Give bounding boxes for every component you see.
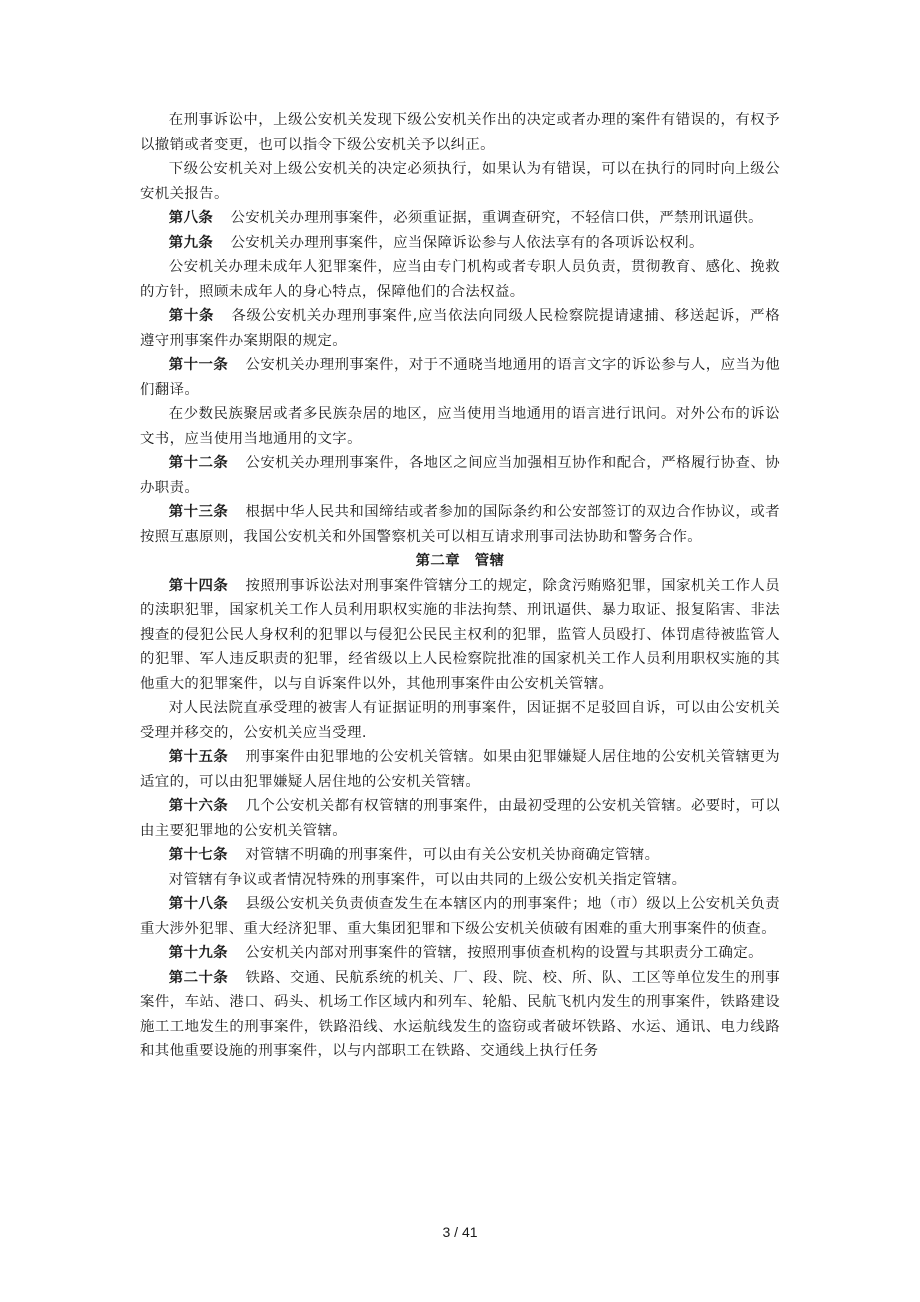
article-number: 第二十条 bbox=[168, 969, 229, 986]
article-number: 第九条 bbox=[168, 234, 214, 251]
article-paragraph bbox=[140, 353, 780, 402]
paragraph-text: 公安机关内部对刑事案件的管辖，按照刑事侦查机构的设置与其职责分工确定。 bbox=[245, 945, 763, 961]
article-number: 第十六条 bbox=[168, 798, 229, 814]
article-paragraph bbox=[140, 966, 780, 1064]
article-number: 第十七条 bbox=[168, 847, 228, 863]
article-number: 第十二条 bbox=[168, 455, 229, 471]
paragraph-text: 各级公安机关办理刑事案件,应当依法向同级人民检察院提请逮捕、移送起诉，严格遵守刑事案件办案期限的规定。 bbox=[140, 308, 780, 349]
paragraph-text: 公安机关办理刑事案件，各地区之间应当加强相互协作和配合，严格履行协查、协办职责。 bbox=[140, 455, 780, 496]
paragraph-text: 公安机关办理刑事案件，必须重证据，重调查研究，不轻信口供，严禁刑讯逼供。 bbox=[230, 210, 763, 226]
paragraph-text: 公安机关办理未成年人犯罪案件，应当由专门机构或者专职人员负责，贯彻教育、感化、挽救的方针，照顾未成年人的身心特点，保障他们的合法权益。 bbox=[140, 259, 780, 300]
paragraph-text: 按照刑事诉讼法对刑事案件管辖分工的规定，除贪污贿赂犯罪，国家机关工作人员的渎职犯罪，国家机关工作人员利用职权实施的非法拘禁、刑讯逼供、暴力取证、报复陷害、非法搜查的侵犯公民人身权利的犯罪以与侵犯公民民主权利的犯罪，监管人员殴打、体罚虐待被监管人的犯罪、军人违反职责的犯罪，经省级以上人民检察院批准的国家机关工作人员利用职权实施的其他重大的犯罪案件，以与自诉案件以外，其他刑事案件由公安机关管辖。 bbox=[140, 577, 780, 692]
article-paragraph bbox=[140, 745, 780, 794]
paragraph bbox=[140, 157, 780, 206]
paragraph bbox=[140, 696, 780, 745]
article-number: 第十九条 bbox=[168, 945, 228, 961]
article-number: 第八条 bbox=[168, 210, 214, 226]
paragraph-text: 在少数民族聚居或者多民族杂居的地区，应当使用当地通用的语言进行讯问。对外公布的诉讼文书，应当使用当地通用的文字。 bbox=[140, 406, 780, 447]
paragraph-text: 几个公安机关都有权管辖的刑事案件，由最初受理的公安机关管辖。必要时，可以由主要犯罪地的公安机关管辖。 bbox=[140, 798, 780, 839]
article-paragraph bbox=[140, 843, 780, 868]
article-paragraph bbox=[140, 941, 780, 966]
paragraph-text: 公安机关办理刑事案件，应当保障诉讼参与人依法享有的各项诉讼权利。 bbox=[230, 234, 704, 251]
chapter-title: 第二章 管辖 bbox=[415, 553, 505, 569]
article-number: 第十三条 bbox=[168, 504, 229, 520]
article-paragraph bbox=[140, 304, 780, 353]
paragraph-text: 县级公安机关负责侦查发生在本辖区内的刑事案件；地（市）级以上公安机关负责重大涉外犯罪、重大经济犯罪、重大集团犯罪和下级公安机关侦破有困难的重大刑事案件的侦查。 bbox=[140, 896, 780, 937]
paragraph-text: 下级公安机关对上级公安机关的决定必须执行，如果认为有错误，可以在执行的同时向上级公安机关报告。 bbox=[140, 161, 780, 202]
paragraph-text: 对管辖有争议或者情况特殊的刑事案件，可以由共同的上级公安机关指定管辖。 bbox=[168, 871, 687, 888]
article-paragraph bbox=[140, 794, 780, 843]
article-paragraph bbox=[140, 451, 780, 500]
article-number: 第十八条 bbox=[168, 896, 229, 912]
article-number: 第十四条 bbox=[168, 577, 229, 594]
paragraph bbox=[140, 108, 780, 157]
paragraph-text: 铁路、交通、民航系统的机关、厂、段、院、校、所、队、工区等单位发生的刑事案件，车站、港口、码头、机场工作区域内和列车、轮船、民航飞机内发生的刑事案件，铁路建设施工工地发生的刑事案件，铁路沿线、水运航线发生的盗窃或者破坏铁路、水运、通讯、电力线路和其他重要设施的刑事案件，以与内部职工在铁路、交通线上执行任务 bbox=[140, 969, 780, 1059]
article-number: 第十条 bbox=[168, 308, 215, 324]
paragraph-text: 根据中华人民共和国缔结或者参加的国际条约和公安部签订的双边合作协议，或者按照互惠原则，我国公安机关和外国警察机关可以相互请求刑事司法协助和警务合作。 bbox=[140, 504, 780, 545]
article-paragraph bbox=[140, 206, 780, 231]
paragraph-text: 刑事案件由犯罪地的公安机关管辖。如果由犯罪嫌疑人居住地的公安机关管辖更为适宜的，可以由犯罪嫌疑人居住地的公安机关管辖。 bbox=[140, 749, 780, 790]
article-paragraph bbox=[140, 574, 780, 697]
paragraph bbox=[140, 255, 780, 304]
article-paragraph bbox=[140, 892, 780, 941]
paragraph-text: 公安机关办理刑事案件，对于不通晓当地通用的语言文字的诉讼参与人，应当为他们翻译。 bbox=[140, 357, 780, 398]
document-body bbox=[140, 108, 780, 1064]
paragraph-text: 对管辖不明确的刑事案件，可以由有关公安机关协商确定管辖。 bbox=[245, 847, 660, 863]
chapter-two-body bbox=[140, 574, 780, 1064]
article-number: 第十一条 bbox=[168, 357, 229, 373]
paragraph-text: 在刑事诉讼中，上级公安机关发现下级公安机关作出的决定或者办理的案件有错误的，有权予以撤销或者变更，也可以指令下级公安机关予以纠正。 bbox=[140, 112, 780, 153]
article-paragraph bbox=[140, 500, 780, 549]
paragraph bbox=[140, 868, 780, 893]
page-number: 3 / 41 bbox=[442, 1224, 478, 1240]
article-number: 第十五条 bbox=[168, 749, 229, 765]
chapter-one-continued bbox=[140, 108, 780, 549]
article-paragraph bbox=[140, 231, 780, 256]
paragraph bbox=[140, 402, 780, 451]
paragraph-text: 对人民法院直承受理的被害人有证据证明的刑事案件，因证据不足驳回自诉，可以由公安机关受理并移交的，公安机关应当受理. bbox=[140, 700, 780, 741]
